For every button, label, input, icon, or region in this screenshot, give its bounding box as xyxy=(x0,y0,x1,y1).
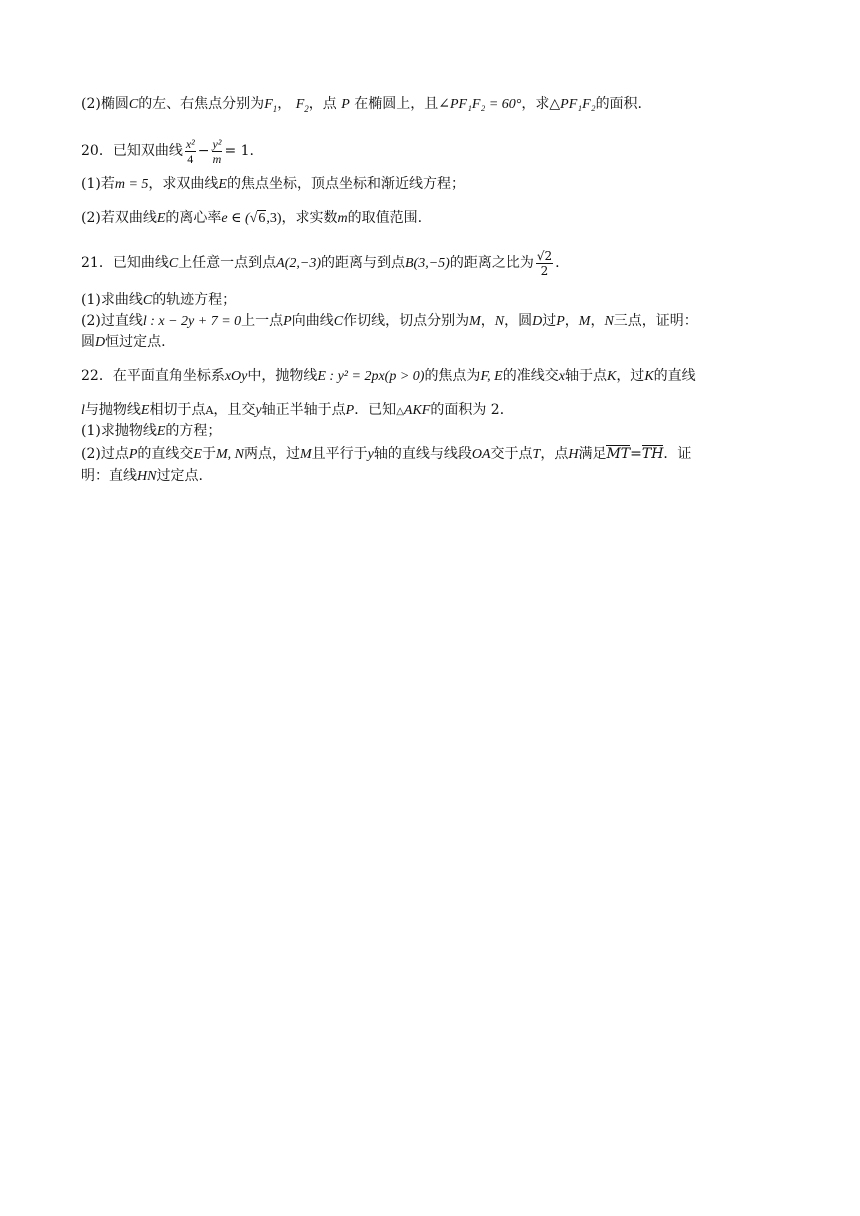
question-number: 20．已知双曲线 xyxy=(81,143,183,159)
q19-part2 xyxy=(81,94,642,115)
coord-system: xOy xyxy=(224,369,248,384)
var-x: x xyxy=(558,369,565,384)
minus-sign: − xyxy=(197,143,210,159)
segment-OA: OA xyxy=(471,447,491,462)
var-F2: $F_2$ xyxy=(295,97,309,114)
text: ，求双曲线 xyxy=(148,176,219,192)
var-y: y xyxy=(367,447,374,462)
var-E: E xyxy=(156,424,166,439)
text: 满足 xyxy=(578,446,607,462)
q21-part2-cont xyxy=(81,332,166,353)
text: 且平行于 xyxy=(311,446,368,462)
vector-TH: TH xyxy=(641,446,664,462)
triangle-AKF: AKF xyxy=(403,403,431,418)
var-E: E xyxy=(193,447,202,462)
text: 相切于点 xyxy=(149,402,206,418)
var-K: K xyxy=(644,369,654,384)
text: 于 xyxy=(201,446,216,462)
text: 向曲线 xyxy=(291,313,334,329)
q20-part2 xyxy=(81,208,422,229)
line-HN: HN xyxy=(137,469,157,484)
fraction-y2-over-m: $\frac{\text{y²}}{m}$ xyxy=(212,136,222,166)
var-C: C xyxy=(142,293,153,308)
text: 轴于点 xyxy=(564,368,607,384)
var-C: C xyxy=(333,314,344,329)
text: 的焦点为 xyxy=(424,368,481,384)
text: ，点 xyxy=(308,96,337,112)
text: 的方程； xyxy=(165,423,222,439)
var-N: N xyxy=(494,314,505,329)
text: ，点 xyxy=(540,446,569,462)
text: 的直线 xyxy=(653,368,696,384)
text: 的离心率 xyxy=(165,210,222,226)
var-D: D xyxy=(532,314,543,329)
text: (2)过直线 xyxy=(81,313,143,329)
text: 的左、右焦点分别为 xyxy=(138,96,265,112)
text: 上任意一点到点 xyxy=(178,255,277,271)
text: . xyxy=(555,255,560,271)
text: 作切线，切点分别为 xyxy=(343,313,470,329)
text: ，过 xyxy=(616,368,645,384)
triangle-expression: △PF₁F₂ xyxy=(549,97,596,112)
text: ．已知 xyxy=(354,402,397,418)
var-P: P xyxy=(128,447,138,462)
var-M: M xyxy=(578,314,591,329)
q21-stem xyxy=(81,248,560,279)
vector-MT: MT xyxy=(606,446,631,462)
text: 明：直线 xyxy=(81,468,137,484)
text: 恒过定点. xyxy=(105,334,166,350)
text: 上一点 xyxy=(241,313,284,329)
q22-stem-line2 xyxy=(81,400,514,422)
text: 的面积为 2． xyxy=(430,402,514,418)
text: 过定点. xyxy=(156,468,203,484)
var-P: P xyxy=(345,403,355,418)
equals-one: = 1. xyxy=(224,143,254,159)
text: 三点，证明： xyxy=(613,313,698,329)
text: ， xyxy=(277,96,292,112)
q22-stem-line1 xyxy=(81,366,696,387)
q21-part1 xyxy=(81,290,236,311)
question-number: 22．在平面直角坐标系 xyxy=(81,368,225,384)
text: 的面积. xyxy=(595,96,643,112)
var-E: E xyxy=(140,403,150,418)
var-F-E: F, E xyxy=(480,369,503,384)
text: ．证 xyxy=(663,446,692,462)
text: (2)若双曲线 xyxy=(81,210,157,226)
var-P: P xyxy=(556,314,565,329)
q22-part2-cont xyxy=(81,466,203,487)
text: (2)椭圆 xyxy=(81,96,129,112)
var-l: l xyxy=(81,403,85,418)
text: 轴的直线与线段 xyxy=(373,446,472,462)
text: (1)若 xyxy=(81,176,115,192)
var-T: T xyxy=(532,447,541,462)
point-B: B(3,−5) xyxy=(405,256,450,271)
triangle-symbol: △ xyxy=(396,406,404,417)
text: (2)过点 xyxy=(81,446,129,462)
var-F1: $F_1$ xyxy=(264,97,278,114)
text: 的直线交 xyxy=(137,446,194,462)
var-C: C xyxy=(128,97,139,112)
var-N: N xyxy=(604,314,614,329)
question-number: 21．已知曲线 xyxy=(81,255,169,271)
q20-part1 xyxy=(81,174,465,195)
angle-expression: ∠PF₁F₂ = 60° xyxy=(438,97,522,112)
var-M-N: M, N xyxy=(215,447,244,462)
text: (1)求抛物线 xyxy=(81,423,157,439)
parabola-equation: E : y² = 2px(p > 0) xyxy=(317,369,425,384)
var-C: C xyxy=(168,256,179,271)
text: 圆 xyxy=(81,334,95,350)
var-H: H xyxy=(568,447,579,462)
text: 两点，过 xyxy=(243,446,300,462)
text: 轴正半轴于点 xyxy=(261,402,346,418)
point-A: A(2,−3) xyxy=(276,256,321,271)
q22-part2 xyxy=(81,444,691,465)
text: 过 xyxy=(542,313,557,329)
fraction-sqrt2-over-2: $\frac{√2}{2}$ xyxy=(536,248,553,278)
q22-part1 xyxy=(81,421,221,442)
var-M: M xyxy=(469,314,481,329)
line-l-equation: l : x − 2y + 7 = 0 xyxy=(142,314,242,329)
text: 的取值范围. xyxy=(347,210,423,226)
text: 的距离之比为 xyxy=(449,255,534,271)
var-D: D xyxy=(95,335,106,350)
text: ，求 xyxy=(521,96,550,112)
var-P: P xyxy=(283,314,292,329)
var-m: m xyxy=(337,211,348,226)
text: 的轨迹方程； xyxy=(152,292,237,308)
var-K: K xyxy=(606,369,617,384)
text: 在椭圆上，且 xyxy=(354,96,439,112)
equals-sign: = xyxy=(630,446,642,462)
var-E: E xyxy=(218,177,227,192)
text: ，圆 xyxy=(504,313,533,329)
text: ，求实数 xyxy=(281,210,338,226)
text: 交于点 xyxy=(490,446,533,462)
text: 的准线交 xyxy=(502,368,559,384)
var-E: E xyxy=(156,211,166,226)
eccentricity-range: e ∈ (√6,3) xyxy=(221,211,282,226)
text: 与抛物线 xyxy=(84,402,141,418)
var-A: A xyxy=(205,404,214,417)
text: 的焦点坐标，顶点坐标和渐近线方程； xyxy=(226,176,465,192)
text: 中，抛物线 xyxy=(247,368,318,384)
var-M: M xyxy=(299,447,312,462)
var-P: P xyxy=(341,97,350,112)
fraction-x2-over-4: $\frac{\text{x²}}{4}$ xyxy=(185,136,195,166)
q21-part2: (2)过直线l : x − 2y + 7 = 0上一点P向曲线C作切线，切点分别为M，N，圆D过P，M，N三点，证明： xyxy=(81,313,698,329)
condition-m-5: m = 5 xyxy=(114,177,149,192)
q20-stem xyxy=(81,136,254,166)
text: (1)求曲线 xyxy=(81,292,143,308)
var-y: y xyxy=(255,403,262,418)
text: 的距离与到点 xyxy=(321,255,405,271)
text: ，且交 xyxy=(213,402,256,418)
